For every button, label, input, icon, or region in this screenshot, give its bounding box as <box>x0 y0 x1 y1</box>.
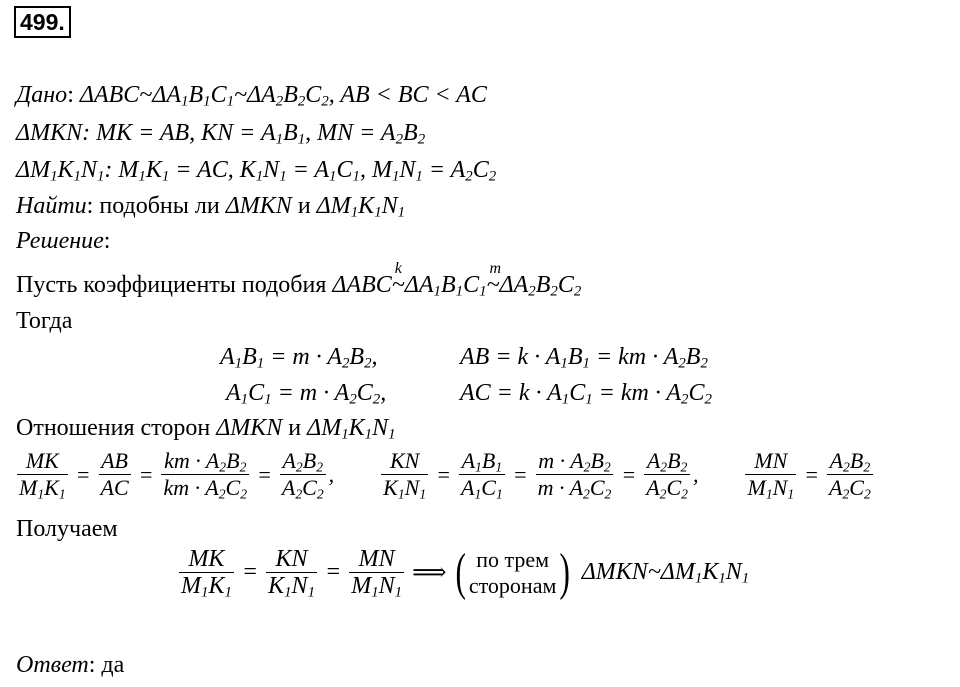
solution-line: Решение: <box>16 228 111 254</box>
solution-label: Решение <box>16 228 104 254</box>
answer-line: Ответ: да <box>16 652 125 678</box>
ratios-row: $\frac{MK}{M_1K_1}$ = $\frac{AB}{AC}$ = $\frac{km \cdot A_2B_2}{km \cdot A_2C_2}$ = $\frac{A_2B_2}{A_2C_2}$ , $\frac{KN}{K_1N_1}$ = $\frac{A_1B_1}{A_1C_1}$ = $\frac{m \cdot A_2B_2}{m \cdot A_2C_2}$ = $\frac{A_2B_2}{A_2C_2}$ , $\frac{MN}{M_1N_1}$ = $\frac{A_2B_2}{A_2C_2}$ <box>19 448 871 502</box>
problem-number: 499. <box>14 6 71 38</box>
eq-row-2b: AC = $k \cdot A_1C_1$ = km · $A_2C_2$ <box>460 380 712 408</box>
coef-m: m <box>489 260 502 277</box>
given-line-1: Дано: $\Delta ABC\sim\Delta A_1B_1C_1\sim\Delta A_2B_2C_2$, AB < BC < AC <box>16 82 487 110</box>
eq-row-2a: $A_1C_1 = m \cdot A_2C_2$, <box>226 380 387 408</box>
find-text: подобны ли <box>99 193 220 219</box>
let-text: Пусть коэффициенты подобия <box>16 272 327 298</box>
and-text: и <box>297 193 311 219</box>
answer-label: Ответ <box>16 652 89 678</box>
conclusion-row: $\frac{MK}{M_1K_1}$ = $\frac{KN}{K_1N_1}$ = $\frac{MN}{M_1N_1}$ ⟹ ( по трем сторонам ) $\Delta MKN\sim\Delta M_1K_1N_1$ <box>181 543 750 601</box>
given-label: Дано <box>16 82 68 108</box>
eq-row-1b: AB = $k \cdot A_1B_1$ = km · $A_2B_2$ <box>460 344 708 372</box>
cond-line-1: по трем <box>476 546 550 572</box>
cond-line-2: сторонам <box>468 572 557 598</box>
find-line: Найти: подобны ли ΔMKN и $\Delta M_1K_1N_1$ <box>16 193 406 221</box>
and-text-2: и <box>288 415 302 441</box>
then-line <box>16 306 72 336</box>
coef-k: k <box>394 260 402 277</box>
answer-text: да <box>101 652 125 678</box>
eq-row-1a: $A_1B_1 = m \cdot A_2B_2$, <box>220 344 378 372</box>
then-text: Тогда <box>16 308 73 334</box>
given-line-3: $\Delta M_1K_1N_1$: $M_1K_1$ = AC, $K_1N_1 = A_1C_1$, $M_1N_1 = A_2C_2$ <box>16 157 497 185</box>
ratios-text: Отношения сторон <box>16 415 211 441</box>
find-label: Найти <box>16 193 87 219</box>
obtain-line <box>16 514 118 544</box>
obtain-text: Получаем <box>16 516 118 542</box>
ratios-line: Отношения сторон ΔMKN и $\Delta M_1K_1N_1$ <box>16 415 396 443</box>
given-line-2: ΔMKN: MK = AB, KN = $A_1B_1$, MN = $A_2B_2$ <box>16 120 426 148</box>
let-line: Пусть коэффициенты подобия ΔABC k $\sim\Delta A_1B_1C_1$ m $\sim\Delta A_2B_2C_2$ <box>16 270 581 300</box>
